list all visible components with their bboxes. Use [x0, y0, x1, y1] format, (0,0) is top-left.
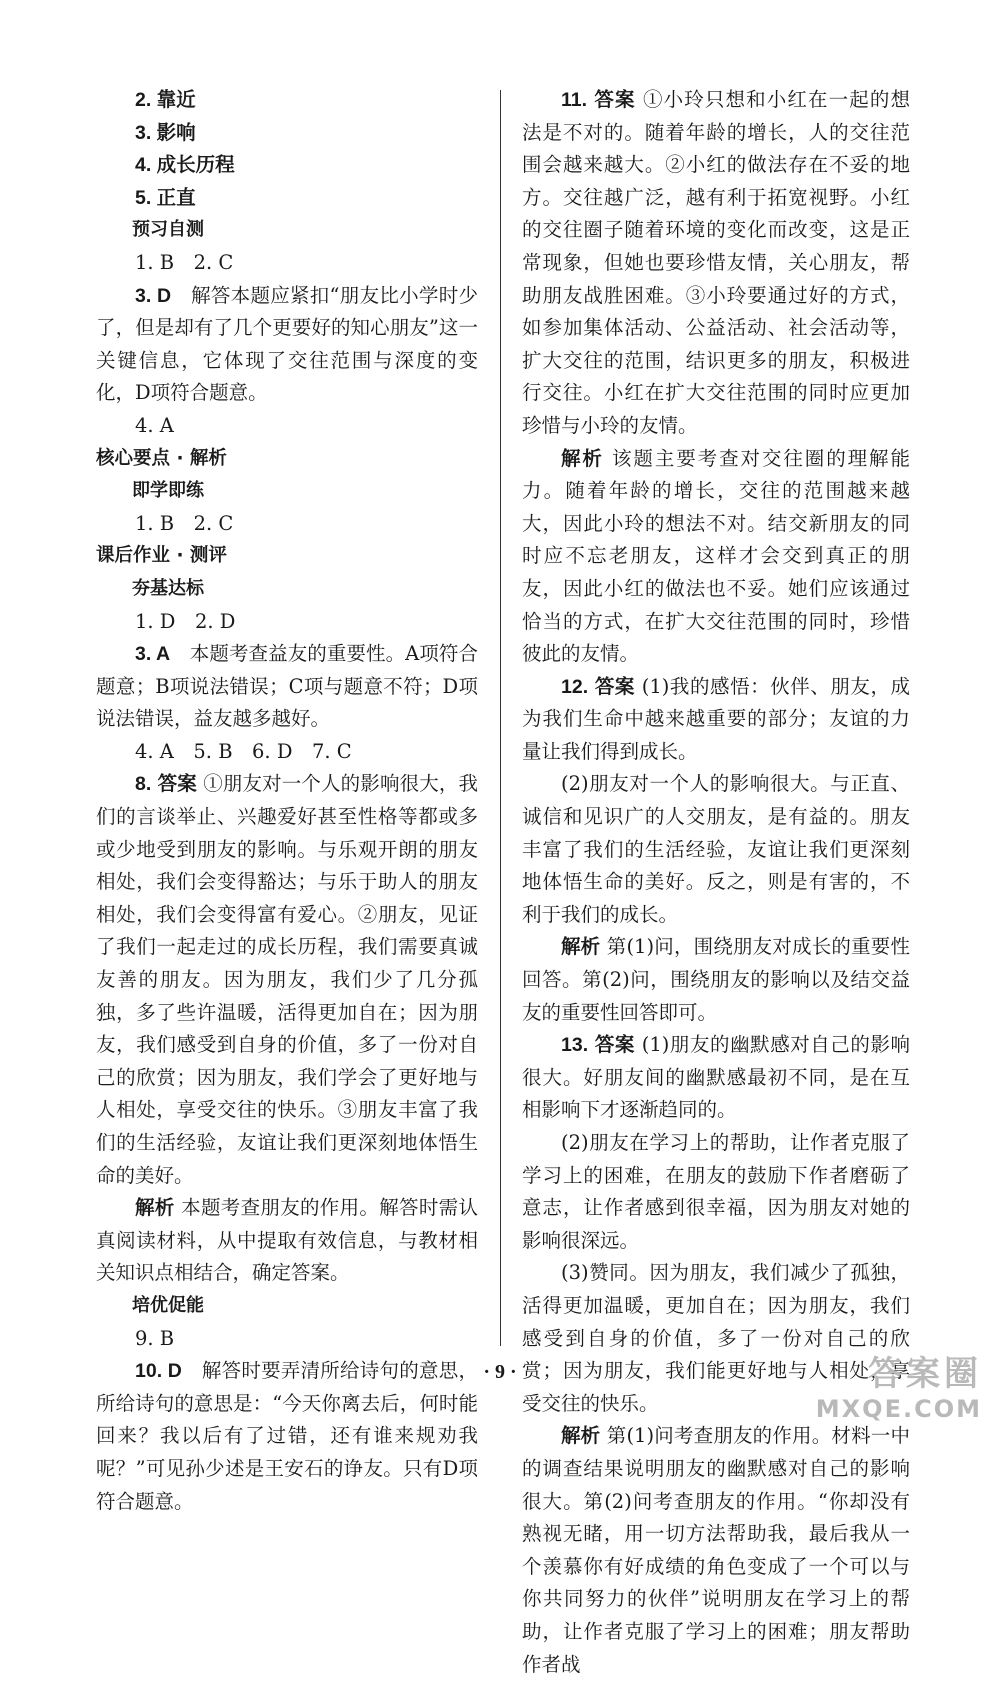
watermark-url: MXQE.COM [815, 1395, 982, 1423]
answer-line: 4. A [135, 413, 174, 437]
subsection-heading: 夯基达标 [132, 577, 204, 599]
answer-paragraph: 3. A 本题考查益友的重要性。A项符合题意；B项说法错误；C项与题意不符；D项说法错误，益友越多越好。 [96, 642, 478, 731]
analysis-paragraph: 解析 本题考查朋友的作用。解答时需认真阅读材料，从中提取有效信息，与教材相关知识点相结合，确定答案。 [96, 1196, 478, 1285]
answer-line: 5. 正直 [135, 186, 196, 209]
answer-paragraph: (3)赞同。因为朋友，我们减少了孤独，活得更加温暖，更加自在；因为朋友，我们感受到自身的价值，多了一份对自己的欣赏；因为朋友，我们能更好地与人相处，享受交往的快乐。 [522, 1261, 910, 1415]
column-divider [500, 90, 501, 1346]
page-number: · 9 · [483, 1361, 517, 1383]
answer-paragraph: 8. 答案 ①朋友对一个人的影响很大，我们的言谈举止、兴趣爱好甚至性格等都或多或少地受到朋友的影响。与乐观开朗的朋友相处，我们会变得豁达；与乐于助人的朋友相处，我们会变得富有爱心。②朋友，见证了我们一起走过的成长历程，我们需要真诚友善的朋友。因为朋友，我们少了几分孤独，多了些许温暖，活得更加自在；因为朋友，我们感受到自身的价值，多了一份对自己的欣赏；因为朋友，我们学会了更好地与人相处，享受交往的快乐。③朋友丰富了我们的生活经验，友谊让我们更深刻地体悟生命的美好。 [96, 772, 478, 1187]
answer-line: 1. D 2. D [135, 609, 236, 633]
answer-paragraph: (2)朋友对一个人的影响很大。与正直、诚信和见识广的人交朋友，是有益的。朋友丰富了我们的生活经验，友谊让我们更深刻地体悟生命的美好。反之，则是有害的，不利于我们的成长。 [522, 772, 910, 926]
section-heading: 课后作业 · 测评 [96, 545, 227, 567]
analysis-paragraph: 解析 该题主要考查对交往圈的理解能力。随着年龄的增长，交往的范围越来越大，因此小玲的想法不对。结交新朋友的同时应不忘老朋友，这样才会交到真正的朋友，因此小红的做法也不妥。她们应该通过恰当的方式，在扩大交往范围的同时，珍惜彼此的友情。 [522, 446, 910, 666]
answer-paragraph: 13. 答案 (1)朋友的幽默感对自己的影响很大。好朋友间的幽默感最初不同，是在互相影响下才逐渐趋同的。 [522, 1033, 911, 1122]
analysis-paragraph: 解析 第(1)问考查朋友的作用。材料一中的调查结果说明朋友的幽默感对自己的影响很大。第(2)问考查朋友的作用。“你却没有熟视无睹，用一切方法帮助我，最后我从一个羡慕你有好成绩的角色变成了一个可以与你共同努力的伙伴”说明朋友在学习上的帮助，让作者克服了学习上的困难；朋友帮助作者战 [522, 1424, 910, 1676]
subsection-heading: 预习自测 [132, 219, 204, 241]
answer-line: 1. B 2. C [135, 511, 234, 535]
answer-line: 4. 成长历程 [135, 154, 235, 177]
answer-line: 3. 影响 [135, 121, 196, 144]
left-column [96, 84, 478, 1518]
watermark-logo [816, 1346, 982, 1423]
subsection-heading: 即学即练 [132, 480, 204, 502]
answer-paragraph: 12. 答案 (1)我的感悟：伙伴、朋友，成为我们生命中越来越重要的部分；友谊的力量让我们得到成长。 [522, 674, 911, 763]
subsection-heading: 培优促能 [132, 1294, 204, 1316]
answer-paragraph: 11. 答案 ①小玲只想和小红在一起的想法是不对的。随着年龄的增长，人的交往范围会越来越大。②小红的做法存在不妥的地方。交往越广泛，越有利于拓宽视野。小红的交往圈子随着环境的变化而改变，这是正常现象，但她也要珍惜友情，关心朋友，帮助朋友战胜困难。③小玲要通过好的方式，如参加集体活动、公益活动、社会活动等，扩大交往的范围，结识更多的朋友，积极进行交往。小红在扩大交往范围的同时应更加珍惜与小玲的友情。 [522, 88, 910, 437]
answer-line: 2. 靠近 [135, 89, 196, 111]
answer-paragraph: 10. D 解答时要弄清所给诗句的意思，所给诗句的意思是：“今天你离去后，何时能回来？我以后有了过错，还有谁来规劝我呢？”可见孙少述是王安石的诤友。只有D项符合题意。 [96, 1359, 478, 1513]
answer-line: 4. A 5. B 6. D 7. C [135, 739, 352, 763]
answer-paragraph: (2)朋友在学习上的帮助，让作者克服了学习上的困难，在朋友的鼓励下作者磨砺了意志，让作者感到很幸福，因为朋友对她的影响很深远。 [522, 1131, 910, 1252]
right-column [522, 84, 910, 1681]
answer-paragraph: 3. D 解答本题应紧扣“朋友比小学时少了，但是却有了几个更要好的知心朋友”这一关键信息，它体现了交往范围与深度的变化，D项符合题意。 [96, 283, 478, 405]
watermark-text: 答案圈 [868, 1354, 982, 1394]
section-heading: 核心要点 · 解析 [96, 447, 227, 469]
answer-line: 9. B [135, 1326, 175, 1350]
analysis-paragraph: 解析 第(1)问，围绕朋友对成长的重要性回答。第(2)问，围绕朋友的影响以及结交益友的重要性回答即可。 [522, 935, 910, 1024]
answer-line: 1. B 2. C [135, 250, 234, 274]
